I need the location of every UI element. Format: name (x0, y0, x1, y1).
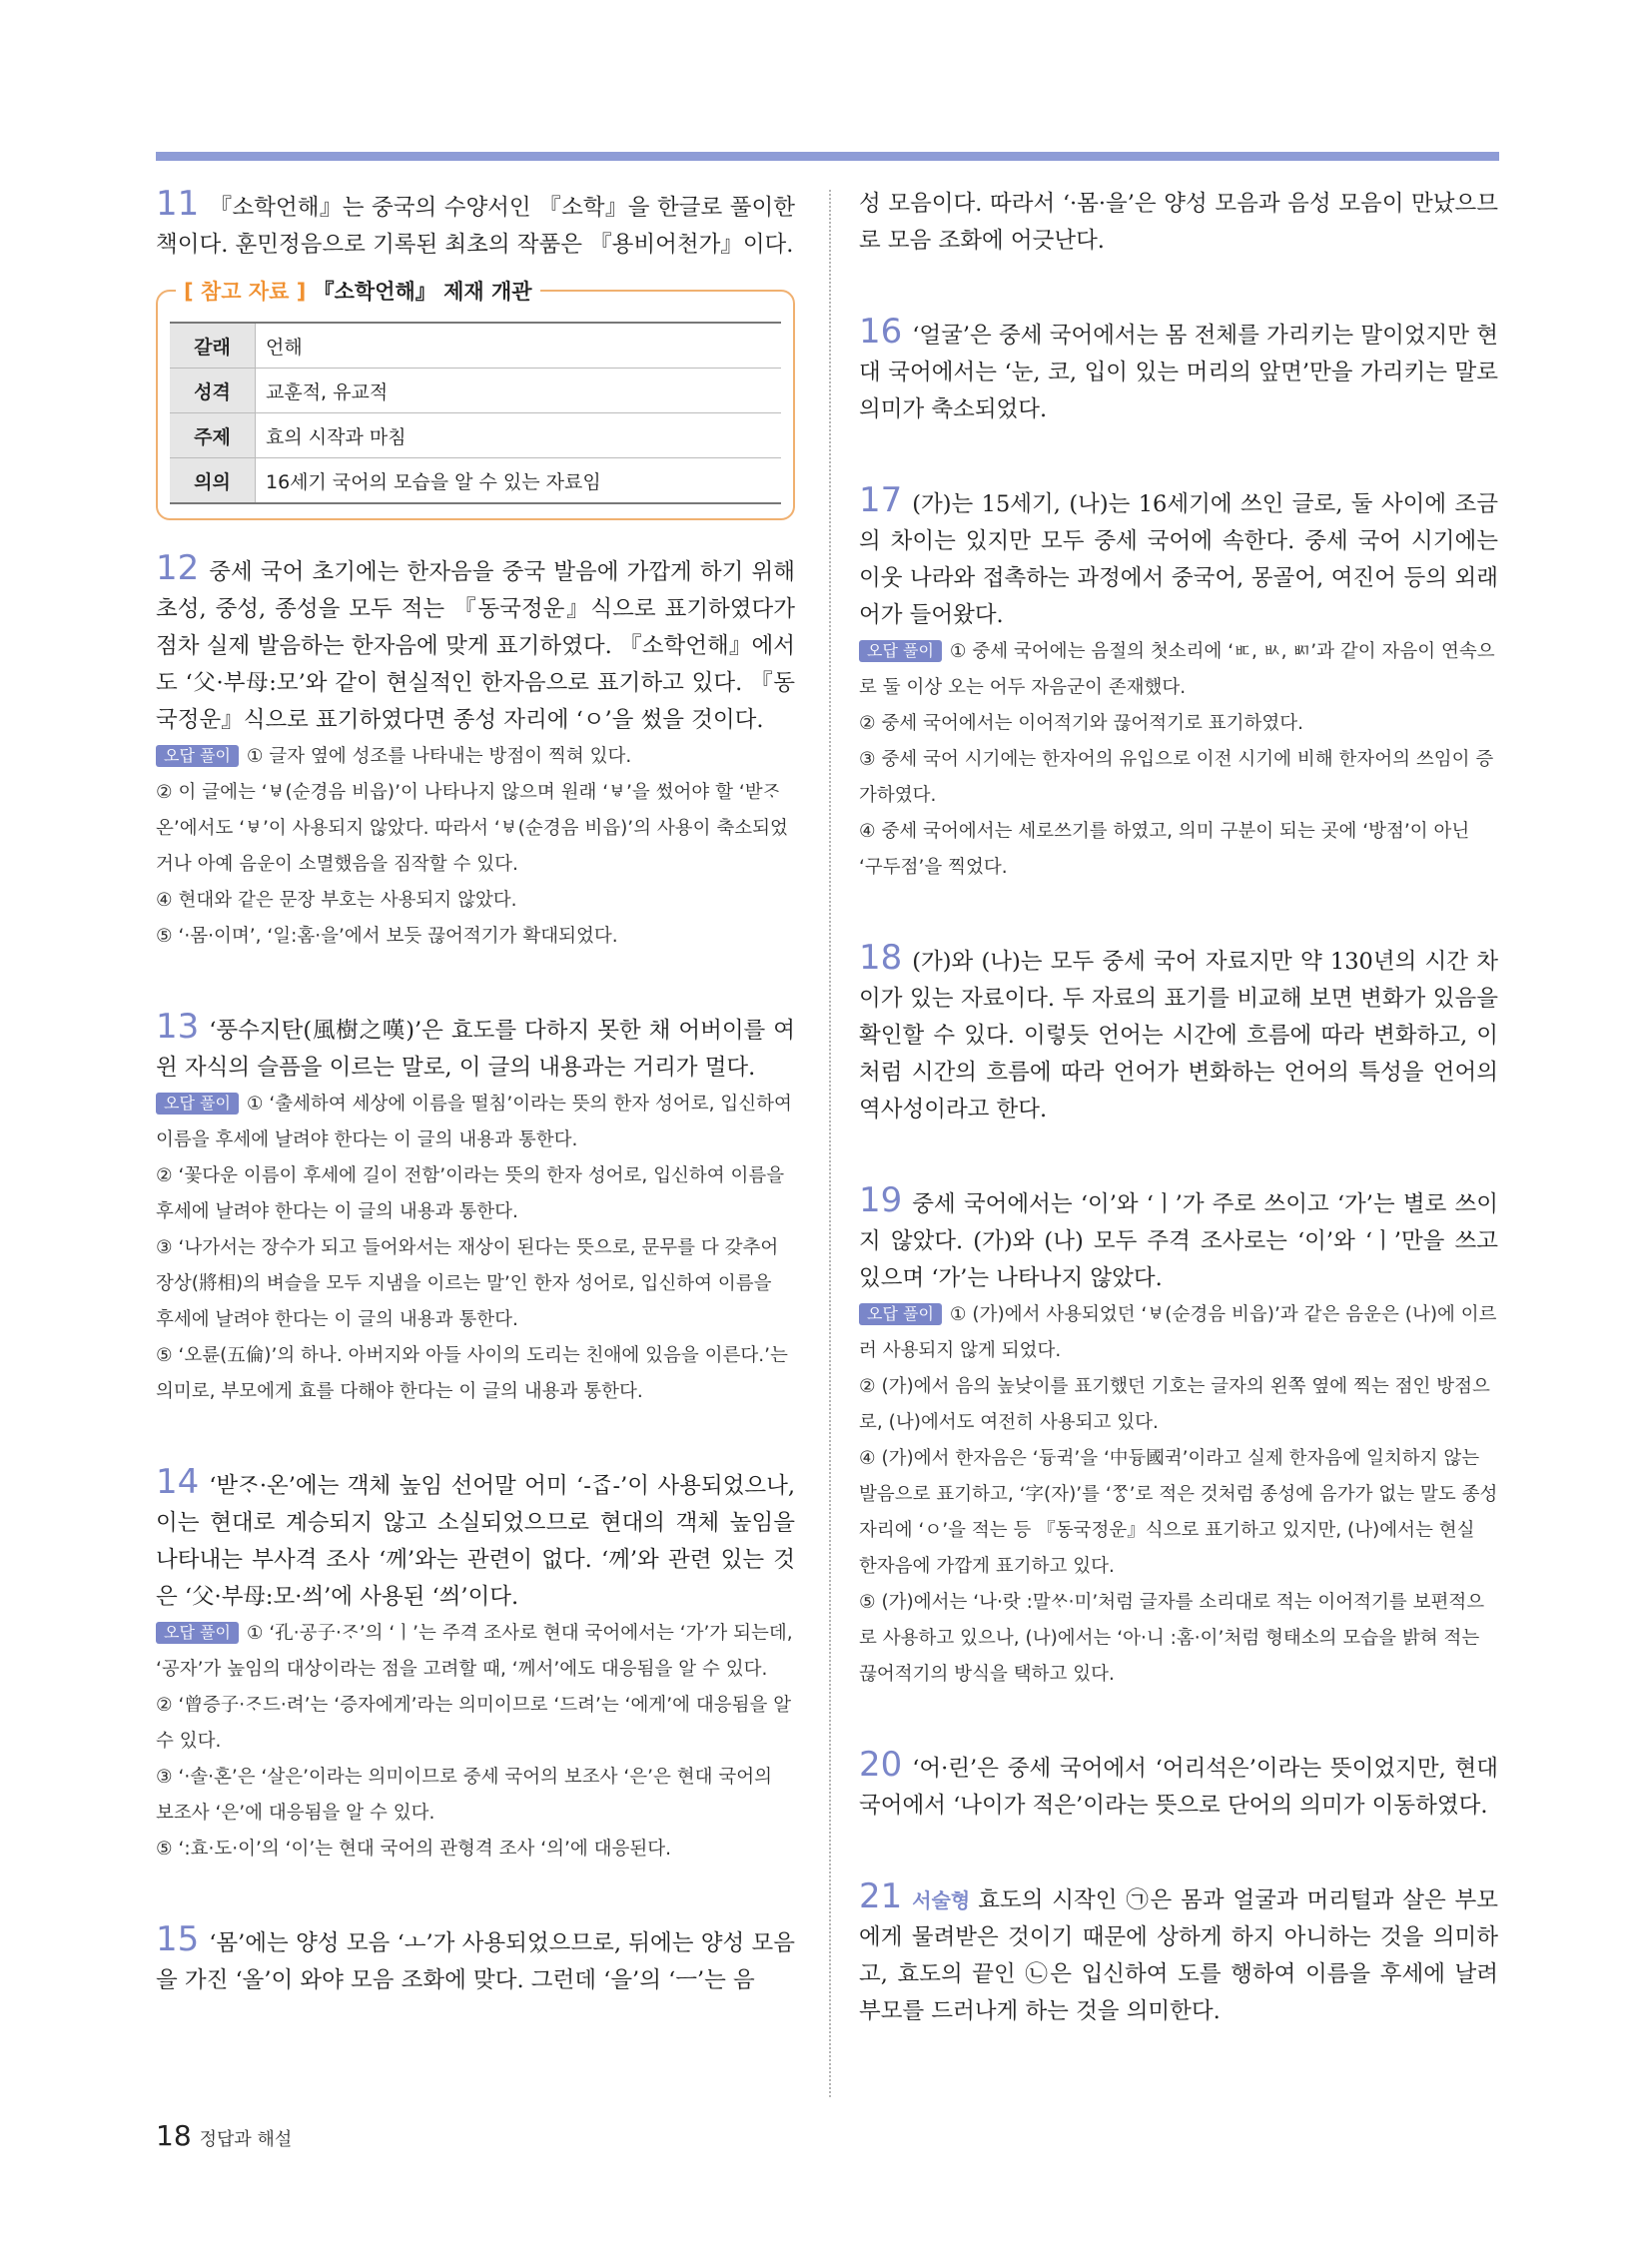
note-item: ③ 중세 국어 시기에는 한자어의 유입으로 이전 시기에 비해 한자어의 쓰임이 증가하였다. (859, 749, 1494, 806)
answer-number: 13 (156, 1007, 200, 1047)
answer-body: ‘풍수지탄(風樹之嘆)’은 효도를 다하지 못한 채 어버이를 여윈 자식의 슬픔을 이르는 말로, 이 글의 내용과는 거리가 멀다. (156, 1018, 795, 1081)
answer-19: 19 중세 국어에서는 ‘이’와 ‘ㅣ’가 주로 쓰이고 ‘가’는 별로 쓰이지 않았다. (가)와 (나) 모두 주격 조사로는 ‘이’와 ‘ㅣ’만을 쓰고 있으며 ‘가’는 나타나지 않았다. 오답 풀이 ① (가)에서 사용되었던 ‘ㅸ(순경음 비읍)’과 같은 음운은 (나)에 이르러 사용되지 않게 되었다. ② (가)에서 음의 높낮이를 표기했던 기호는 글자의 왼쪽 옆에 찍는 점인 방점으로, (나)에서도 여전히 사용되고 있다. ④ (가)에서 한자음은 ‘듕귁’을 ‘中듕國귁’이라고 실제 한자음에 일치하지 않는 발음으로 표기하고, ‘字(자)’를 ‘ᄍᆞᆼ’로 적은 것처럼 종성에 음가가 없는 말도 종성 자리에 ‘ㅇ’을 적는 등 『동국정운』식으로 표기하고 있지만, (나)에서는 현실 한자음에 가깝게 표기하고 있다. ⑤ (가)에서는 ‘나·랏 :말ᄊᆞ·미’처럼 글자를 소리대로 적는 이어적기를 보편적으로 사용하고 있으나, (나)에서는 ‘아·니 :홈·이’처럼 형태소의 모습을 밝혀 적는 끊어적기의 방식을 택하고 있다. (859, 1182, 1498, 1693)
column-divider (829, 190, 831, 2097)
answer-11 (156, 186, 795, 520)
table-row: 성격 교훈적, 유교적 (170, 369, 781, 413)
answer-13: 13 ‘풍수지탄(風樹之嘆)’은 효도를 다하지 못한 채 어버이를 여윈 자식의 슬픔을 이르는 말로, 이 글의 내용과는 거리가 멀다. 오답 풀이 ① ‘출세하여 세상에 이름을 떨침’이라는 뜻의 한자 성어로, 입신하여 이름을 후세에 날려야 한다는 이 글의 내용과 통한다. ② ‘꽃다운 이름이 후세에 길이 전함’이라는 뜻의 한자 성어로, 입신하여 이름을 후세에 날려야 한다는 이 글의 내용과 통한다. ③ ‘나가서는 장수가 되고 들어와서는 재상이 된다는 뜻으로, 문무를 다 갖추어 장상(將相)의 벼슬을 모두 지냄을 이르는 말’인 한자 성어로, 입신하여 이름을 후세에 날려야 한다는 이 글의 내용과 통한다. ⑤ ‘오륜(五倫)’의 하나. 아버지와 아들 사이의 도리는 친애에 있음을 이른다.’는 의미로, 부모에게 효를 다해야 한다는 이 글의 내용과 통한다. (156, 1009, 795, 1410)
note-item: ② ‘꽃다운 이름이 후세에 길이 전함’이라는 뜻의 한자 성어로, 입신하여 이름을 후세에 날려야 한다는 이 글의 내용과 통한다. (156, 1165, 785, 1222)
table-row: 갈래 언해 (170, 323, 781, 369)
note-item: ③ ‘·솔·혼’은 ‘살은’이라는 의미이므로 중세 국어의 보조사 ‘은’은 현대 국어의 보조사 ‘은’에 대응됨을 알 수 있다. (156, 1767, 772, 1824)
note-item: ② ‘曾증子·ᄌᆞ드·려’는 ‘증자에게’라는 의미이므로 ‘드려’는 ‘에게’에 대응됨을 알 수 있다. (156, 1695, 792, 1752)
note-item: ④ 중세 국어에서는 세로쓰기를 하였고, 의미 구분이 되는 곳에 ‘방점’이 아닌 ‘구두점’을 찍었다. (859, 821, 1470, 878)
answer-number: 19 (859, 1180, 903, 1220)
answer-body: 중세 국어 초기에는 한자음을 중국 발음에 가깝게 하기 위해 초성, 중성, 종성을 모두 적는 『동국정운』식으로 표기하였다가 점차 실제 발음하는 한자음에 맞게 표기하였다. 『소학언해』에서도 ‘父·부母:모’와 같이 현실적인 한자음으로 표기하고 있다. 『동국정운』식으로 표기하였다면 종성 자리에 ‘ㅇ’을 썼을 것이다. (156, 559, 795, 733)
right-column (859, 186, 1498, 2084)
left-column (156, 186, 795, 2053)
reference-table (170, 322, 781, 504)
reference-title: [ 참고 자료 ] 『소학언해』 제재 개관 (176, 276, 540, 306)
answer-body: ‘받ᄌᆞ·온’에는 객체 높임 선어말 어미 ‘-ᄌᆞᆸ-’이 사용되었으나, 이는 현대로 계승되지 않고 소실되었으므로 현대의 객체 높임을 나타내는 부사격 조사 ‘께’와는 관련이 없다. ‘께’와 관련 있는 것은 ‘父·부母:모·씌’에 사용된 ‘씌’이다. (156, 1473, 795, 1610)
answer-body: 성 모음이다. 따라서 ‘·몸·을’은 양성 모음과 음성 모음이 만났으므로 모음 조화에 어긋난다. (859, 191, 1498, 254)
answer-18 (859, 940, 1498, 1128)
answer-number: 14 (156, 1462, 200, 1502)
answer-12: 12 중세 국어 초기에는 한자음을 중국 발음에 가깝게 하기 위해 초성, 중성, 종성을 모두 적는 『동국정운』식으로 표기하였다가 점차 실제 발음하는 한자음에 맞게 표기하였다. 『소학언해』에서도 ‘父·부母:모’와 같이 현실적인 한자음으로 표기하고 있다. 『동국정운』식으로 표기하였다면 종성 자리에 ‘ㅇ’을 썼을 것이다. 오답 풀이 ① 글자 옆에 성조를 나타내는 방점이 찍혀 있다. ② 이 글에는 ‘ㅸ(순경음 비읍)’이 나타나지 않으며 원래 ‘ㅸ’을 썼어야 할 ‘받ᄌᆞ온’에서도 ‘ㅸ’이 사용되지 않았다. 따라서 ‘ㅸ(순경음 비읍)’의 사용이 축소되었거나 아예 음운이 소멸했음을 짐작할 수 있다. ④ 현대와 같은 문장 부호는 사용되지 않았다. ⑤ ‘·몸·이며’, ‘일:홈·을’에서 보듯 끊어적기가 확대되었다. (156, 550, 795, 955)
answer-number: 11 (156, 184, 200, 224)
answer-15 (156, 1921, 795, 1999)
note-item: ⑤ ‘오륜(五倫)’의 하나. 아버지와 아들 사이의 도리는 친애에 있음을 이른다.’는 의미로, 부모에게 효를 다해야 한다는 이 글의 내용과 통한다. (156, 1345, 788, 1402)
answer-body: 효도의 시작인 ㉠은 몸과 얼굴과 머리털과 살은 부모에게 물려받은 것이기 때문에 상하게 하지 아니하는 것을 의미하고, 효도의 끝인 ㉡은 입신하여 도를 행하여 이름을 후세에 날려 부모를 드러나게 하는 것을 의미한다. (859, 1887, 1498, 2024)
note-item: ⑤ (가)에서는 ‘나·랏 :말ᄊᆞ·미’처럼 글자를 소리대로 적는 이어적기를 보편적으로 사용하고 있으나, (나)에서는 ‘아·니 :홈·이’처럼 형태소의 모습을 밝혀 적는 끊어적기의 방식을 택하고 있다. (859, 1592, 1485, 1685)
page-footer (156, 2119, 292, 2152)
answer-number: 18 (859, 938, 903, 978)
answer-body: ‘얼굴’은 중세 국어에서는 몸 전체를 가리키는 말이었지만 현대 국어에서는 ‘눈, 코, 입이 있는 머리의 앞면’만을 가리키는 말로 의미가 축소되었다. (859, 323, 1498, 422)
answer-number: 16 (859, 312, 903, 352)
note-item: ⑤ ‘:효·도·이’의 ‘이’는 현대 국어의 관형격 조사 ‘의’에 대응된다. (156, 1839, 671, 1860)
footer-title: 정답과 해설 (199, 2129, 293, 2150)
note-item: ④ 현대와 같은 문장 부호는 사용되지 않았다. (156, 890, 517, 911)
answer-number: 21 (859, 1876, 903, 1916)
answer-number: 20 (859, 1745, 903, 1785)
answer-20 (859, 1747, 1498, 1825)
answer-15-continued (859, 186, 1498, 260)
answer-body: 『소학언해』는 중국의 수양서인 『소학』을 한글로 풀이한 책이다. 훈민정음으로 기록된 최초의 작품은 『용비어천가』이다. (156, 195, 795, 258)
reference-box (156, 280, 795, 520)
answer-body: ‘몸’에는 양성 모음 ‘ㅗ’가 사용되었으므로, 뒤에는 양성 모음을 가진 ‘올’이 와야 모음 조화에 맞다. 그런데 ‘을’의 ‘ㅡ’는 음 (156, 1930, 795, 1993)
wrong-answer-tag: 오답 풀이 (859, 640, 942, 662)
table-row: 주제 효의 시작과 마침 (170, 413, 781, 458)
answer-number: 12 (156, 548, 200, 588)
answer-number: 15 (156, 1919, 200, 1959)
note-item: ③ ‘나가서는 장수가 되고 들어와서는 재상이 된다는 뜻으로, 문무를 다 갖추어 장상(將相)의 벼슬을 모두 지냄을 이르는 말’인 한자 성어로, 입신하여 이름을 후세에 날려야 한다는 이 글의 내용과 통한다. (156, 1237, 779, 1330)
wrong-answer-tag: 오답 풀이 (156, 1622, 239, 1644)
note-item: ⑤ ‘·몸·이며’, ‘일:홈·을’에서 보듯 끊어적기가 확대되었다. (156, 926, 618, 947)
answer-body: ‘어·린’은 중세 국어에서 ‘어리석은’이라는 뜻이었지만, 현대 국어에서 ‘나이가 적은’이라는 뜻으로 단어의 의미가 이동하였다. (859, 1756, 1498, 1819)
answer-body: 중세 국어에서는 ‘이’와 ‘ㅣ’가 주로 쓰이고 ‘가’는 별로 쓰이지 않았다. (가)와 (나) 모두 주격 조사로는 ‘이’와 ‘ㅣ’만을 쓰고 있으며 ‘가’는 나타나지 않았다. (859, 1191, 1498, 1291)
answer-16 (859, 314, 1498, 428)
wrong-answer-tag: 오답 풀이 (156, 1093, 239, 1115)
answer-17: 17 (가)는 15세기, (나)는 16세기에 쓰인 글로, 둘 사이에 조금의 차이는 있지만 모두 중세 국어에 속한다. 중세 국어 시기에는 이웃 나라와 접촉하는 과정에서 중국어, 몽골어, 여진어 등의 외래어가 들어왔다. 오답 풀이 ① 중세 국어에는 음절의 첫소리에 ‘ㅳ, ㅄ, ㅴ’과 같이 자음이 연속으로 둘 이상 오는 어두 자음군이 존재했다. ② 중세 국어에서는 이어적기와 끊어적기로 표기하였다. ③ 중세 국어 시기에는 한자어의 유입으로 이전 시기에 비해 한자어의 쓰임이 증가하였다. ④ 중세 국어에서는 세로쓰기를 하였고, 의미 구분이 되는 곳에 ‘방점’이 아닌 ‘구두점’을 찍었다. (859, 482, 1498, 886)
answer-21 (859, 1878, 1498, 2030)
page-number: 18 (156, 2119, 192, 2152)
note-item: ② (가)에서 음의 높낮이를 표기했던 기호는 글자의 왼쪽 옆에 찍는 점인 방점으로, (나)에서도 여전히 사용되고 있다. (859, 1376, 1490, 1433)
answer-body: (가)는 15세기, (나)는 16세기에 쓰인 글로, 둘 사이에 조금의 차이는 있지만 모두 중세 국어에 속한다. 중세 국어 시기에는 이웃 나라와 접촉하는 과정에서 중국어, 몽골어, 여진어 등의 외래어가 들어왔다. (859, 491, 1498, 628)
answer-14: 14 ‘받ᄌᆞ·온’에는 객체 높임 선어말 어미 ‘-ᄌᆞᆸ-’이 사용되었으나, 이는 현대로 계승되지 않고 소실되었으므로 현대의 객체 높임을 나타내는 부사격 조사 ‘께’와는 관련이 없다. ‘께’와 관련 있는 것은 ‘父·부母:모·씌’에 사용된 ‘씌’이다. 오답 풀이 ① ‘孔·공子·ᄌᆞ’의 ‘ㅣ’는 주격 조사로 현대 국어에서는 ‘가’가 되는데, ‘공자’가 높임의 대상이라는 점을 고려할 때, ‘께서’에도 대응됨을 알 수 있다. ② ‘曾증子·ᄌᆞ드·려’는 ‘증자에게’라는 의미이므로 ‘드려’는 ‘에게’에 대응됨을 알 수 있다. ③ ‘·솔·혼’은 ‘살은’이라는 의미이므로 중세 국어의 보조사 ‘은’은 현대 국어의 보조사 ‘은’에 대응됨을 알 수 있다. ⑤ ‘:효·도·이’의 ‘이’는 현대 국어의 관형격 조사 ‘의’에 대응된다. (156, 1464, 795, 1868)
top-accent-bar (156, 152, 1499, 161)
wrong-answer-tag: 오답 풀이 (156, 745, 239, 767)
essay-label: 서술형 (912, 1888, 971, 1912)
note-item: ② 이 글에는 ‘ㅸ(순경음 비읍)’이 나타나지 않으며 원래 ‘ㅸ’을 썼어야 할 ‘받ᄌᆞ온’에서도 ‘ㅸ’이 사용되지 않았다. 따라서 ‘ㅸ(순경음 비읍)’의 사용이 축소되었거나 아예 음운이 소멸했음을 짐작할 수 있다. (156, 782, 788, 875)
note-item: ② 중세 국어에서는 이어적기와 끊어적기로 표기하였다. (859, 713, 1304, 734)
answer-number: 17 (859, 480, 903, 520)
note-item: ④ (가)에서 한자음은 ‘듕귁’을 ‘中듕國귁’이라고 실제 한자음에 일치하지 않는 발음으로 표기하고, ‘字(자)’를 ‘ᄍᆞᆼ’로 적은 것처럼 종성에 음가가 없는 말도 종성 자리에 ‘ㅇ’을 적는 등 『동국정운』식으로 표기하고 있지만, (나)에서는 현실 한자음에 가깝게 표기하고 있다. (859, 1448, 1498, 1577)
table-row: 의의 16세기 국어의 모습을 알 수 있는 자료임 (170, 458, 781, 504)
answer-body: (가)와 (나)는 모두 중세 국어 자료지만 약 130년의 시간 차이가 있는 자료이다. 두 자료의 표기를 비교해 보면 변화가 있음을 확인할 수 있다. 이렇듯 언어는 시간에 흐름에 따라 변화하고, 이처럼 시간의 흐름에 따라 언어가 변화하는 언어의 특성을 언어의 역사성이라고 한다. (859, 949, 1498, 1122)
wrong-answer-tag: 오답 풀이 (859, 1303, 942, 1325)
